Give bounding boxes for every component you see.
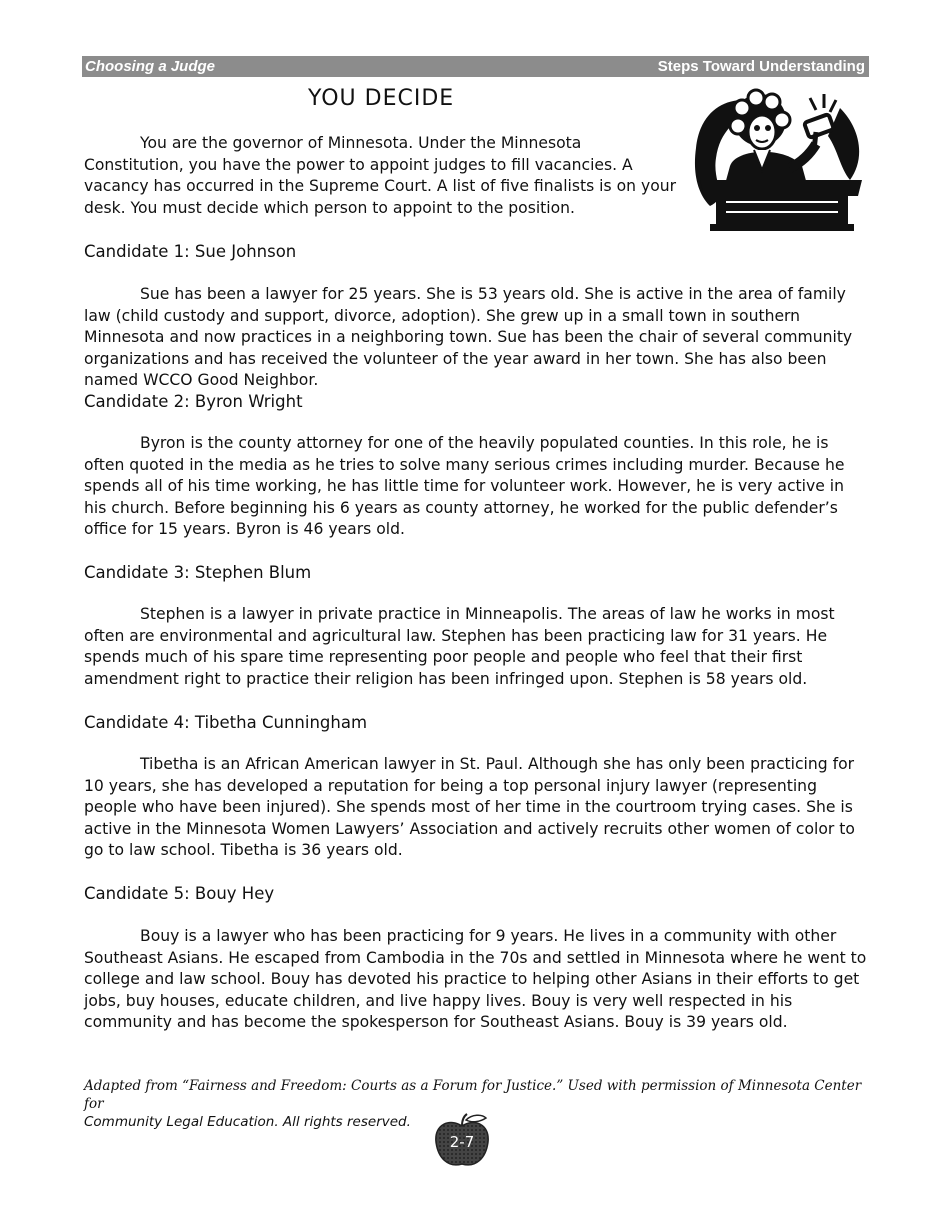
candidate-5-paragraph bbox=[84, 926, 870, 1034]
candidate-5-heading: Candidate 5: Bouy Hey bbox=[84, 884, 275, 903]
candidate-1-text: Sue has been a lawyer for 25 years. She is 53 years old. She is active in the area of family law (child custody and support, divorce, adoption). She grew up in a small town in southern Minnesota and now practices in a neighboring town. Sue has been the chair of several community organizations and has received the volunteer of the year award in her town. She has also been named WCCO Good Neighbor. bbox=[84, 285, 853, 389]
credit-line-1: Adapted from “Fairness and Freedom: Courts as a Forum for Justice.” Used with permission of Minnesota Center for bbox=[84, 1078, 862, 1112]
candidate-4-text: Tibetha is an African American lawyer in St. Paul. Although she has only been practicing for 10 years, she has developed a reputation for being a top personal injury lawyer (representing people who have been injured). She spends most of her time in the courtroom trying cases. She is active in the Minnesota Women Lawyers’ Association and actively recruits other women of color to go to law school. Tibetha is 36 years old. bbox=[84, 755, 855, 859]
judge-with-gavel-icon bbox=[690, 88, 868, 233]
unit-title: Steps Toward Understanding bbox=[657, 58, 865, 75]
candidate-3-heading: Candidate 3: Stephen Blum bbox=[84, 563, 312, 582]
candidate-5-text: Bouy is a lawyer who has been practicing for 9 years. He lives in a community with other Southeast Asians. He escaped from Cambodia in the 70s and settled in Minnesota where he went to college and law school. Bouy has devoted his practice to helping other Asians in their efforts to get jobs, buy houses, educate children, and live happy lives. Bouy is very well respected in his community and has become the spokesperson for Southeast Asians. Bouy is 39 years old. bbox=[84, 927, 867, 1031]
page-number: 2-7 bbox=[449, 1133, 475, 1151]
candidate-2-text: Byron is the county attorney for one of the heavily populated counties. In this role, he is often quoted in the media as he tries to solve many serious crimes including murder. Because he spends all of his time working, he has little time for volunteer work. However, he is very active in his church. Before beginning his 6 years as county attorney, he worked for the public defender’s office for 15 years. Byron is 46 years old. bbox=[84, 434, 845, 538]
candidate-3-text: Stephen is a lawyer in private practice in Minneapolis. The areas of law he works in most often are environmental and agricultural law. Stephen has been practicing law for 31 years. He spends much of his spare time representing poor people and people who feel that their first amendment right to practice their religion has been infringed upon. Stephen is 58 years old. bbox=[84, 605, 835, 688]
credit-line-2: Community Legal Education. All rights reserved. bbox=[84, 1114, 411, 1130]
candidate-4-heading: Candidate 4: Tibetha Cunningham bbox=[84, 713, 368, 732]
header-bar bbox=[82, 56, 869, 77]
intro-paragraph bbox=[84, 133, 684, 219]
candidate-1-heading: Candidate 1: Sue Johnson bbox=[84, 242, 297, 261]
section-title: Choosing a Judge bbox=[85, 58, 216, 75]
intro-text: You are the governor of Minnesota. Under the Minnesota Constitution, you have the power to appoint judges to fill vacancies. A vacancy has occurred in the Supreme Court. A list of five finalists is on your desk. You must decide which person to appoint to the position. bbox=[84, 134, 677, 217]
candidate-3-paragraph bbox=[84, 604, 870, 690]
candidate-4-paragraph bbox=[84, 754, 870, 862]
candidate-1-paragraph bbox=[84, 284, 870, 392]
page-title: YOU DECIDE bbox=[308, 86, 455, 111]
candidate-2-paragraph bbox=[84, 433, 870, 541]
candidate-2-heading: Candidate 2: Byron Wright bbox=[84, 392, 303, 411]
